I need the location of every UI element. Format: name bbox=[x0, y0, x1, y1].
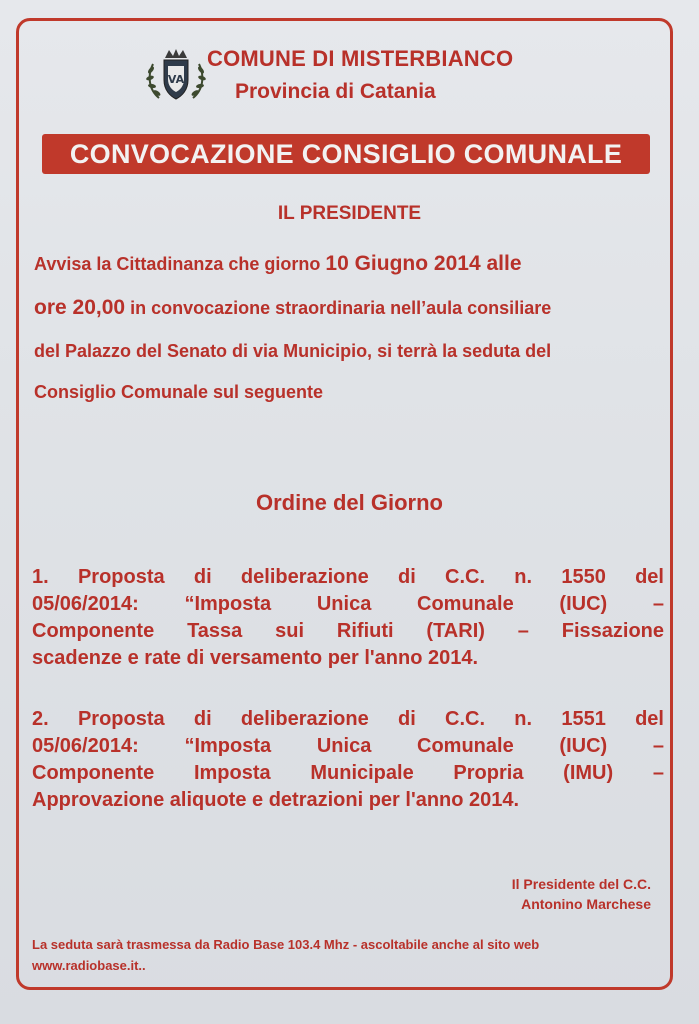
agenda-item-line: Componente Imposta Municipale Propria (IMU) – bbox=[32, 762, 664, 784]
agenda-item-line: scadenze e rate di versamento per l'anno 2014. bbox=[32, 647, 479, 669]
svg-text:VA: VA bbox=[167, 73, 185, 86]
agenda-item-1 bbox=[32, 564, 664, 672]
agenda-item-line: Componente Tassa sui Rifiuti (TARI) – Fissazione bbox=[32, 620, 664, 642]
signature-role: Il Presidente del C.C. bbox=[511, 876, 651, 892]
agenda-item-line: 1. Proposta di deliberazione di C.C. n. 1550 del bbox=[32, 566, 664, 588]
municipality-name: COMUNE DI MISTERBIANCO bbox=[207, 46, 514, 71]
municipality-header bbox=[145, 44, 565, 110]
meeting-date: 10 Giugno 2014 alle bbox=[325, 252, 522, 275]
intro-text: Avvisa la Cittadinanza che giorno bbox=[34, 254, 326, 274]
meeting-time: ore 20,00 bbox=[34, 296, 126, 319]
intro-text: in convocazione straordinaria nell’aula consiliare bbox=[125, 298, 552, 318]
intro-line-2 bbox=[34, 296, 658, 320]
agenda-item-line: 05/06/2014: “Imposta Unica Comunale (IUC) – bbox=[32, 735, 664, 757]
signature-name: Antonino Marchese bbox=[521, 896, 651, 912]
province-name: Provincia di Catania bbox=[235, 80, 436, 103]
convocation-banner: CONVOCAZIONE CONSIGLIO COMUNALE bbox=[42, 134, 650, 174]
municipal-crest-icon bbox=[145, 46, 207, 106]
agenda-item-line: 2. Proposta di deliberazione di C.C. n. 1551 del bbox=[32, 708, 664, 730]
president-heading: IL PRESIDENTE bbox=[277, 203, 422, 224]
signature-block bbox=[512, 874, 651, 914]
broadcast-text: La seduta sarà trasmessa da Radio Base 103.4 Mhz - ascoltabile anche al sito web bbox=[32, 937, 540, 952]
agenda-title: Ordine del Giorno bbox=[255, 490, 443, 515]
agenda-item-2 bbox=[32, 706, 664, 814]
agenda-item-line: Approvazione aliquote e detrazioni per l'anno 2014. bbox=[32, 789, 520, 811]
radio-website: www.radiobase.it.. bbox=[32, 958, 146, 973]
intro-line-4: Consiglio Comunale sul seguente bbox=[34, 382, 324, 402]
intro-line-3: del Palazzo del Senato di via Municipio, si terrà la seduta del bbox=[34, 341, 552, 361]
agenda-item-line: 05/06/2014: “Imposta Unica Comunale (IUC) – bbox=[32, 593, 664, 615]
broadcast-note bbox=[32, 934, 672, 976]
intro-line-1 bbox=[34, 252, 658, 276]
